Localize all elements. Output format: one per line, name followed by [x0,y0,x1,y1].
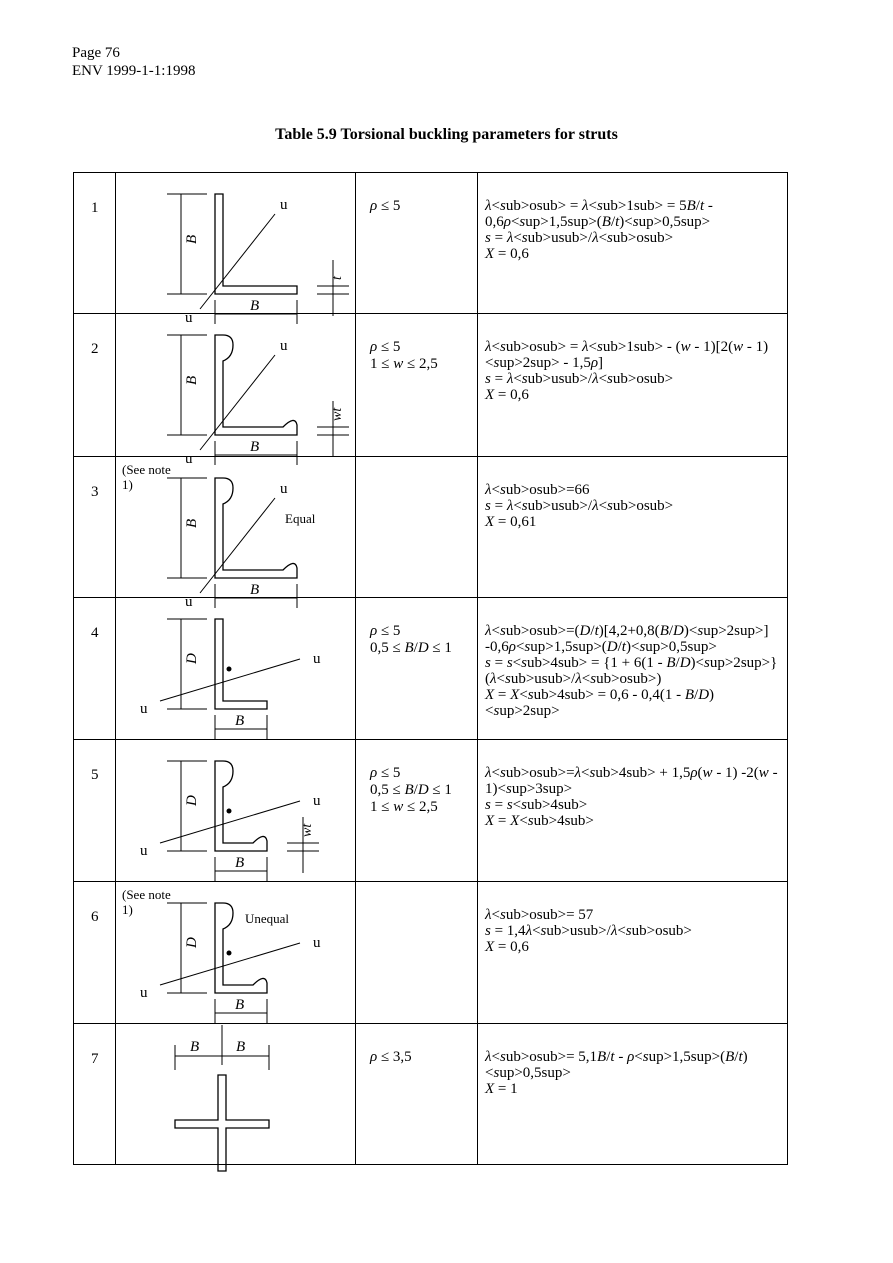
condition-line: 0,5 ≤ B/D ≤ 1 [370,640,452,656]
axis-label-u: u [140,985,148,1001]
table-border-bottom [73,1164,788,1165]
condition-line: ρ ≤ 5 [370,623,401,639]
dim-label-left: D [184,937,200,948]
section-diagram [118,458,353,610]
formula-line: s = λ<sub>usub>/λ<sub>osub> [485,230,674,246]
section-type-label: Equal [285,511,316,526]
formula-line: λ<sub>osub> = λ<sub>1sub> = 5B/t - 0,6ρ<sup>1,5sup>(B/t)<sup>0,5sup> [485,198,713,230]
page-number: Page 76 [72,45,120,61]
condition-line: ρ ≤ 5 [370,765,401,781]
condition-line: 0,5 ≤ B/D ≤ 1 [370,782,452,798]
section-diagram [118,1025,353,1163]
row-number: 7 [91,1051,99,1067]
formula-cell [479,1049,788,1097]
dim-label-b: B [190,1039,200,1055]
formula-line: λ<sub>osub>= 5,1B/t - ρ<sup>1,5sup>(B/t)<sup>0,5sup> [485,1049,748,1081]
formula-line: s = λ<sub>usub>/λ<sub>osub> [485,371,674,387]
dim-label-bottom: B [235,713,245,729]
row-divider [73,597,788,598]
condition-line: ρ ≤ 3,5 [370,1049,412,1065]
row-divider [73,456,788,457]
row-number: 3 [91,484,99,500]
section-diagram [118,174,353,326]
formula-line: X = 1 [485,1081,518,1097]
row-divider [73,313,788,314]
dim-label-bottom: B [235,855,245,871]
condition-line: ρ ≤ 5 [370,198,401,214]
axis-label-u: u [313,651,321,667]
table-border-top [73,172,788,173]
row-divider [73,739,788,740]
dim-label-left: B [184,234,200,244]
cross-section-figure [118,1025,353,1163]
formula-cell [479,482,673,530]
dim-label-bottom: B [250,439,260,455]
section-diagram [118,741,353,879]
section-type-label: Unequal [245,911,290,926]
formula-line: X = 0,6 [485,387,529,403]
dim-label-left: B [184,518,200,528]
row-number: 1 [91,200,99,216]
table-border-left [73,172,74,1165]
column-divider [115,172,116,1165]
row-divider [73,881,788,882]
condition-cell [370,623,452,657]
formula-cell [479,623,788,719]
axis-label-u: u [140,701,148,717]
cross-section-figure [118,741,353,879]
dim-label-bottom: B [250,298,260,314]
axis-label-u: u [185,451,193,467]
formula-line: λ<sub>osub>=λ<sub>4sub> + 1,5ρ(w - 1) -2(w - 1)<sup>3sup> [485,765,778,797]
condition-line: 1 ≤ w ≤ 2,5 [370,356,438,372]
dim-label-b: B [236,1039,246,1055]
formula-line: s = 1,4λ<sub>usub>/λ<sub>osub> [485,923,692,939]
section-diagram [118,883,353,1021]
parameters-table [73,172,788,1165]
formula-cell [479,339,788,403]
table-title: Table 5.9 Torsional buckling parameters for struts [275,126,618,143]
formula-line: X = X<sub>4sub> [485,813,594,829]
row-number: 2 [91,341,99,357]
condition-line: 1 ≤ w ≤ 2,5 [370,799,438,815]
dim-label-left: B [184,375,200,385]
axis-label-u: u [280,197,288,213]
condition-cell [370,765,452,816]
formula-line: λ<sub>osub>=(D/t)[4,2+0,8(B/D)<sup>2sup>] -0,6ρ<sup>1,5sup>(D/t)<sup>0,5sup> [485,623,769,655]
formula-line: λ<sub>osub>= 57 [485,907,594,923]
condition-cell [370,198,400,215]
formula-line: X = 0,6 [485,246,529,262]
formula-cell [479,765,788,829]
page-header [72,44,195,80]
formula-line: X = 0,61 [485,514,537,530]
axis-label-u: u [185,310,193,326]
dim-label-left: D [184,653,200,664]
column-divider [477,172,478,1165]
dim-label-bottom: B [250,582,260,598]
column-divider [355,172,356,1165]
cross-section-figure [118,883,353,1021]
dim-label-left: D [184,795,200,806]
formula-line: s = λ<sub>usub>/λ<sub>osub> [485,498,674,514]
axis-label-u: u [313,935,321,951]
row-number: 4 [91,625,99,641]
formula-line: s = s<sub>4sub> [485,797,588,813]
cross-section-figure [118,599,353,737]
dim-label-bottom: B [235,997,245,1013]
axis-label-u: u [185,594,193,610]
row-number: 6 [91,909,99,925]
dim-label-thickness: t [330,276,345,280]
axis-label-u: u [280,338,288,354]
cross-section-figure [118,174,353,326]
dim-label-thickness: wt [330,407,345,421]
row-divider [73,1023,788,1024]
axis-label-u: u [280,481,288,497]
condition-cell [370,1049,412,1066]
condition-line: ρ ≤ 5 [370,339,401,355]
formula-line: λ<sub>osub> = λ<sub>1sub> - (w - 1)[2(w - 1)<sup>2sup> - 1,5ρ] [485,339,769,371]
formula-line: s = s<sub>4sub> = {1 + 6(1 - B/D)<sup>2sup>}(λ<sub>usub>/λ<sub>osub>) [485,655,778,687]
formula-cell [479,907,692,955]
cross-section-figure [118,315,353,467]
condition-cell [370,339,438,373]
axis-label-u: u [313,793,321,809]
standard-code: ENV 1999-1-1:1998 [72,63,196,79]
dim-label-thickness: wt [300,823,315,837]
section-diagram [118,315,353,467]
row-note: (See note 1) [122,462,171,492]
formula-line: λ<sub>osub>=66 [485,482,590,498]
formula-line: X = X<sub>4sub> = 0,6 - 0,4(1 - B/D)<sup>2sup> [485,687,715,719]
section-diagram [118,599,353,737]
axis-label-u: u [140,843,148,859]
row-number: 5 [91,767,99,783]
formula-line: X = 0,6 [485,939,529,955]
row-note: (See note 1) [122,887,171,917]
formula-cell [479,198,788,262]
cross-section-figure [118,458,353,610]
